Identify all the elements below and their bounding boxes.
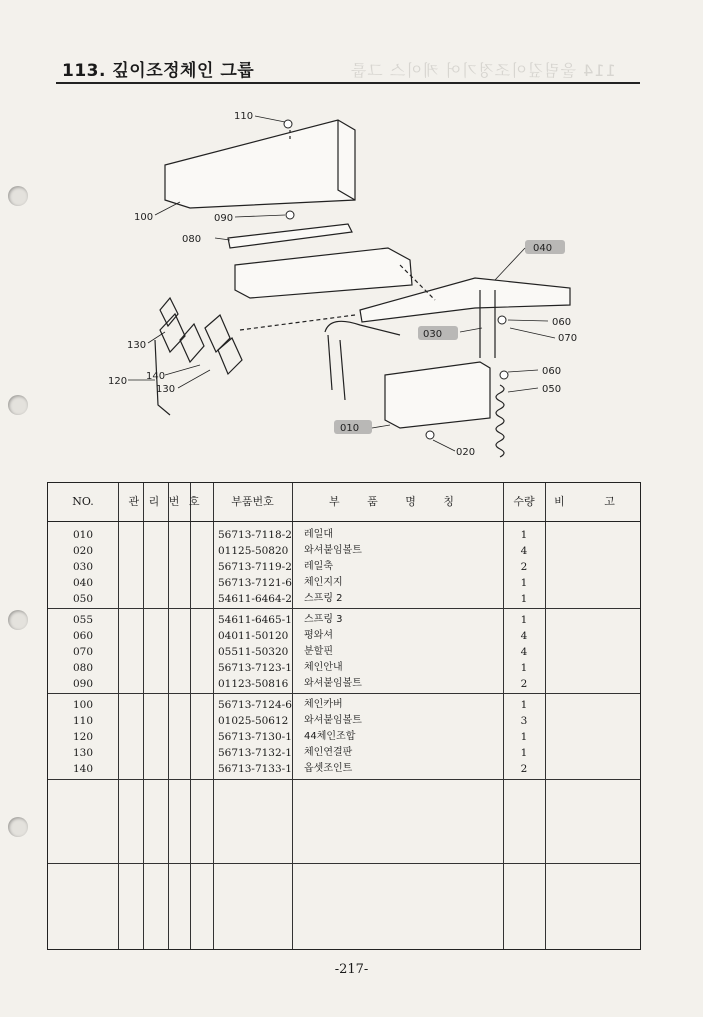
callout-040: 040 xyxy=(533,243,553,254)
table-row: 110 01025-50612 와셔붙임볼트 3 xyxy=(72,715,528,727)
header-part-name: 부 품 명 칭 xyxy=(329,495,466,508)
callout-010: 010 xyxy=(340,423,360,434)
table-row: 100 56713-7124-6 체인카버 1 xyxy=(72,699,528,711)
callout-110: 110 xyxy=(234,111,254,122)
table-row: 050 54611-6464-2 스프링 2 1 xyxy=(72,593,528,605)
callout-060b: 060 xyxy=(542,366,562,377)
table-row: 020 01125-50820 와셔붙임볼트 4 xyxy=(72,545,528,557)
header-remarks: 비 고 xyxy=(554,495,633,508)
table-row: 010 56713-7118-2 레일대 1 xyxy=(72,529,528,541)
table-row: 130 56713-7132-1 체인연결판 1 xyxy=(72,747,528,759)
callout-130b: 130 xyxy=(156,384,176,395)
exploded-parts-diagram xyxy=(100,100,600,470)
binder-hole xyxy=(8,395,28,415)
table-row: 090 01123-50816 와셔붙임볼트 2 xyxy=(72,678,528,690)
header-mgmt-no: 관 리 번 호 xyxy=(128,495,203,508)
table-row: 140 56713-7133-1 옵셋조인트 2 xyxy=(72,763,528,775)
header-qty: 수량 xyxy=(513,495,535,508)
table-row: 060 04011-50120 평와셔 4 xyxy=(72,630,528,642)
callout-020: 020 xyxy=(456,447,476,458)
bleed-through-text: 114 울림깊이조정기어 케이스 그룹 xyxy=(350,61,616,80)
callout-080: 080 xyxy=(182,234,202,245)
page-number: -217- xyxy=(334,962,369,977)
header-part-no: 부품번호 xyxy=(231,495,274,508)
page-title: 113. 깊이조정체인 그룹 xyxy=(62,61,255,81)
parts-table xyxy=(47,482,641,950)
binder-hole xyxy=(8,186,28,206)
binder-hole xyxy=(8,817,28,837)
table-row: 040 56713-7121-6 체인지지 1 xyxy=(72,577,528,589)
table-row: 080 56713-7123-1 체인안내 1 xyxy=(72,662,528,674)
callout-030: 030 xyxy=(423,329,443,340)
callout-130: 130 xyxy=(127,340,147,351)
callout-120: 120 xyxy=(108,376,128,387)
table-row: 070 05511-50320 분할핀 4 xyxy=(72,646,528,658)
header-no: NO. xyxy=(72,495,94,508)
title-rule xyxy=(56,82,640,84)
callout-140: 140 xyxy=(146,371,166,382)
callout-100: 100 xyxy=(134,212,154,223)
callout-060: 060 xyxy=(552,317,572,328)
table-row: 030 56713-7119-2 레일축 2 xyxy=(72,561,528,573)
binder-hole xyxy=(8,610,28,630)
table-row: 055 54611-6465-1 스프링 3 1 xyxy=(72,614,528,626)
callout-090: 090 xyxy=(214,213,234,224)
callout-050: 050 xyxy=(542,384,562,395)
table-row: 120 56713-7130-1 44체인조합 1 xyxy=(72,731,528,743)
callout-070: 070 xyxy=(558,333,578,344)
